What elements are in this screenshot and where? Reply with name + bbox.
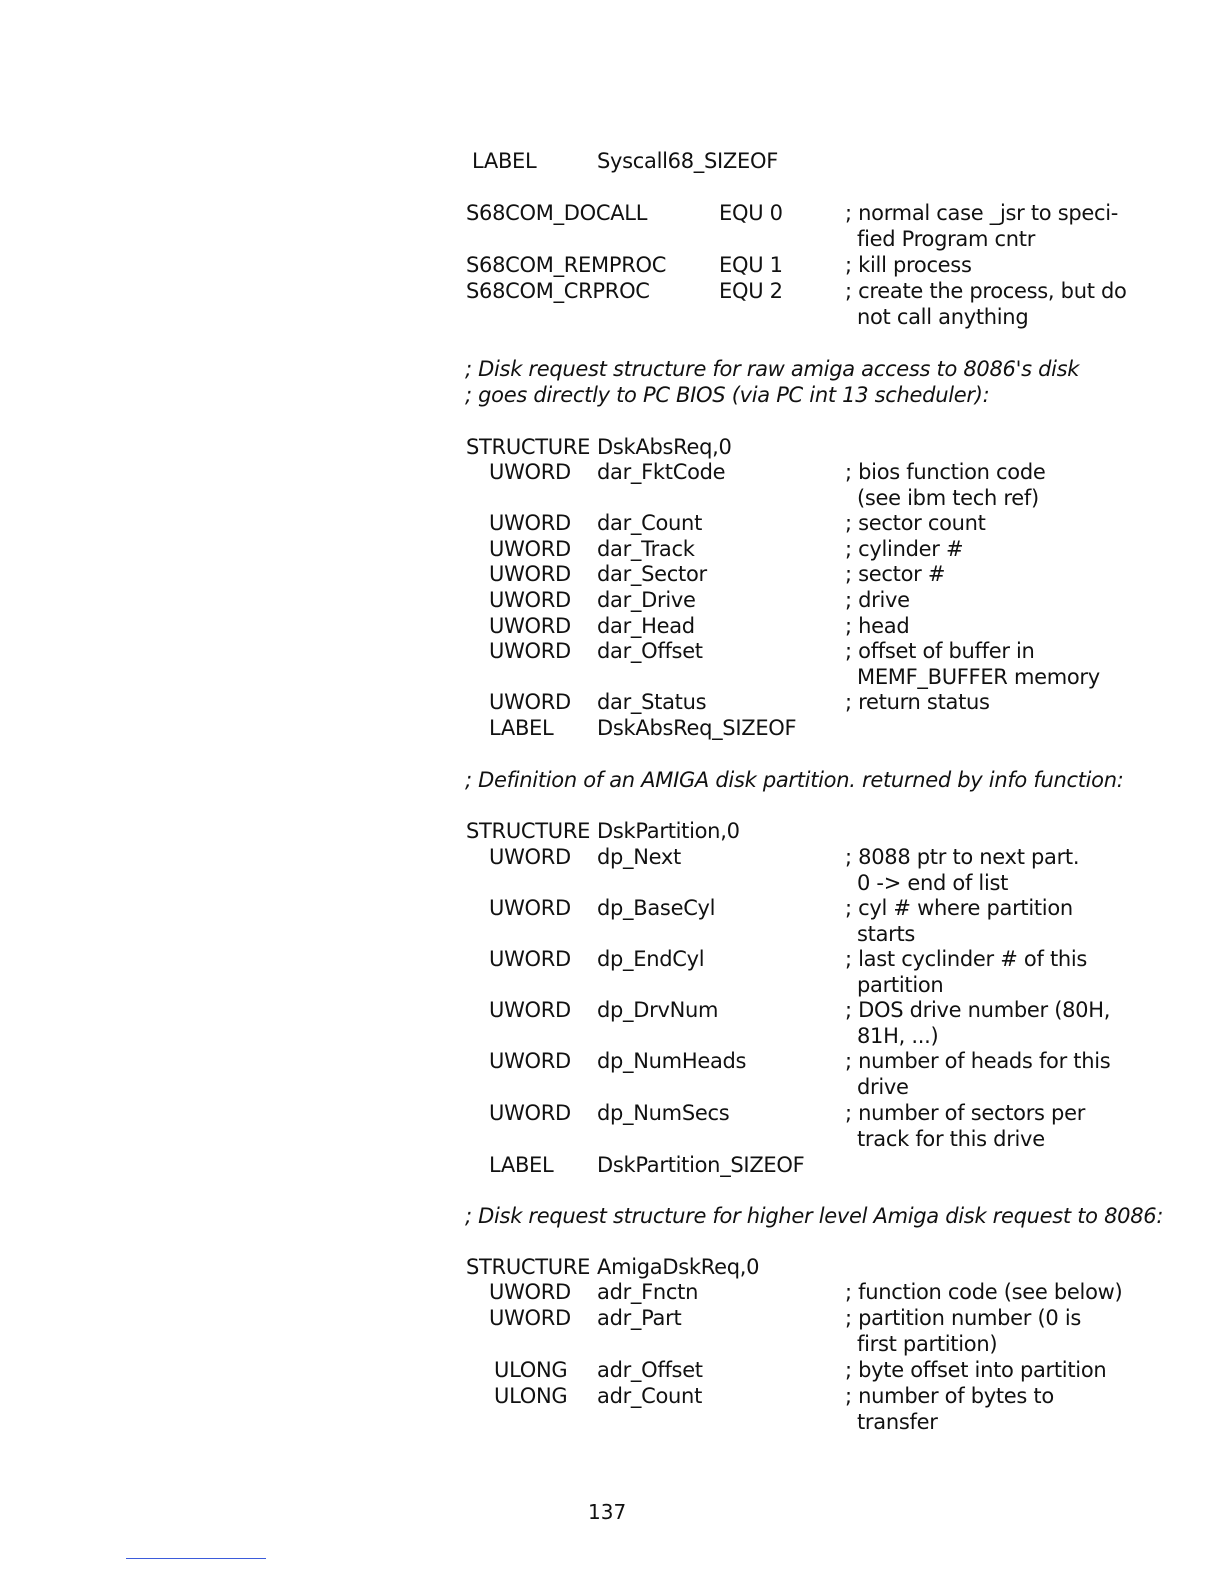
structure-keyword: STRUCTURE [466, 435, 591, 459]
field-comment: ; cyl # where partition [845, 896, 1073, 920]
field-name: dar_Sector [597, 562, 707, 586]
footnote-rule [126, 1558, 266, 1559]
field-type: LABEL [489, 716, 554, 740]
field-type: UWORD [489, 562, 571, 586]
field-type: UWORD [489, 1280, 571, 1304]
field-comment-cont: starts [857, 922, 916, 946]
field-type: UWORD [489, 845, 571, 869]
field-type: UWORD [489, 614, 571, 638]
field-type: UWORD [489, 1049, 571, 1073]
field-comment: ; function code (see below) [845, 1280, 1123, 1304]
field-comment: ; drive [845, 588, 910, 612]
equate-comment: ; create the process, but do [845, 279, 1127, 303]
field-comment: ; number of heads for this [845, 1049, 1111, 1073]
field-type: UWORD [489, 947, 571, 971]
equate-comment-cont: not call anything [857, 305, 1029, 329]
structure-name: AmigaDskReq,0 [597, 1255, 760, 1279]
field-name: dar_FktCode [597, 460, 726, 484]
field-type: ULONG [494, 1358, 568, 1382]
field-name: dp_NumHeads [597, 1049, 747, 1073]
field-comment: ; return status [845, 690, 990, 714]
field-name: dp_NumSecs [597, 1101, 730, 1125]
field-name: adr_Part [597, 1306, 682, 1330]
field-type: UWORD [489, 588, 571, 612]
field-name: dar_Status [597, 690, 707, 714]
field-comment-cont: track for this drive [857, 1127, 1045, 1151]
field-comment: ; offset of buffer in [845, 639, 1035, 663]
field-name: dp_Next [597, 845, 681, 869]
section-comment: ; Disk request structure for higher level Amiga disk request to 8086: [465, 1204, 1164, 1228]
field-type: UWORD [489, 537, 571, 561]
equate-value: EQU 2 [719, 279, 783, 303]
structure-name: DskPartition,0 [597, 819, 740, 843]
section-comment: ; Definition of an AMIGA disk partition. returned by info function: [465, 768, 1124, 792]
field-name: DskAbsReq_SIZEOF [597, 716, 797, 740]
field-type: UWORD [489, 998, 571, 1022]
label-keyword: LABEL [472, 149, 537, 173]
field-name: dar_Count [597, 511, 702, 535]
field-type: UWORD [489, 460, 571, 484]
field-name: adr_Fnctn [597, 1280, 699, 1304]
structure-keyword: STRUCTURE [466, 1255, 591, 1279]
section-comment: ; Disk request structure for raw amiga access to 8086's disk [465, 357, 1080, 381]
field-comment-cont: first partition) [857, 1332, 998, 1356]
field-name: adr_Count [597, 1384, 702, 1408]
field-comment: ; number of bytes to [845, 1384, 1054, 1408]
field-comment-cont: 81H, ...) [857, 1024, 939, 1048]
field-name: adr_Offset [597, 1358, 703, 1382]
field-comment: ; number of sectors per [845, 1101, 1086, 1125]
field-comment: ; bios function code [845, 460, 1046, 484]
field-comment: ; cylinder # [845, 537, 964, 561]
equate-name: S68COM_REMPROC [466, 253, 667, 277]
equate-comment: ; normal case _jsr to speci- [845, 201, 1119, 225]
field-comment: ; sector count [845, 511, 986, 535]
field-name: dar_Drive [597, 588, 696, 612]
field-comment-cont: transfer [857, 1410, 938, 1434]
field-comment-cont: drive [857, 1075, 909, 1099]
field-name: dp_BaseCyl [597, 896, 716, 920]
field-type: LABEL [489, 1153, 554, 1177]
field-name: dp_DrvNum [597, 998, 719, 1022]
field-comment: ; 8088 ptr to next part. [845, 845, 1080, 869]
field-comment-cont: MEMF_BUFFER memory [857, 665, 1100, 689]
structure-keyword: STRUCTURE [466, 819, 591, 843]
field-comment-cont: 0 -> end of list [857, 871, 1009, 895]
field-name: dar_Track [597, 537, 695, 561]
field-type: UWORD [489, 511, 571, 535]
page-number: 137 [588, 1500, 627, 1524]
field-name: DskPartition_SIZEOF [597, 1153, 805, 1177]
field-type: UWORD [489, 690, 571, 714]
field-name: dar_Head [597, 614, 695, 638]
field-comment: ; byte offset into partition [845, 1358, 1107, 1382]
equate-name: S68COM_DOCALL [466, 201, 648, 225]
field-comment: ; partition number (0 is [845, 1306, 1081, 1330]
field-comment: ; DOS drive number (80H, [845, 998, 1111, 1022]
field-name: dp_EndCyl [597, 947, 705, 971]
field-type: ULONG [494, 1384, 568, 1408]
field-type: UWORD [489, 1306, 571, 1330]
structure-name: DskAbsReq,0 [597, 435, 732, 459]
field-name: dar_Offset [597, 639, 703, 663]
field-comment: ; sector # [845, 562, 946, 586]
equate-comment-cont: fied Program cntr [857, 227, 1036, 251]
field-type: UWORD [489, 1101, 571, 1125]
field-comment-cont: (see ibm tech ref) [857, 486, 1039, 510]
equate-comment: ; kill process [845, 253, 972, 277]
equate-value: EQU 1 [719, 253, 783, 277]
field-comment: ; head [845, 614, 910, 638]
equate-name: S68COM_CRPROC [466, 279, 650, 303]
section-comment: ; goes directly to PC BIOS (via PC int 13 scheduler): [465, 383, 990, 407]
field-type: UWORD [489, 896, 571, 920]
field-type: UWORD [489, 639, 571, 663]
field-comment: ; last cyclinder # of this [845, 947, 1088, 971]
equate-value: EQU 0 [719, 201, 783, 225]
field-comment-cont: partition [857, 973, 944, 997]
label-name: Syscall68_SIZEOF [597, 149, 778, 173]
